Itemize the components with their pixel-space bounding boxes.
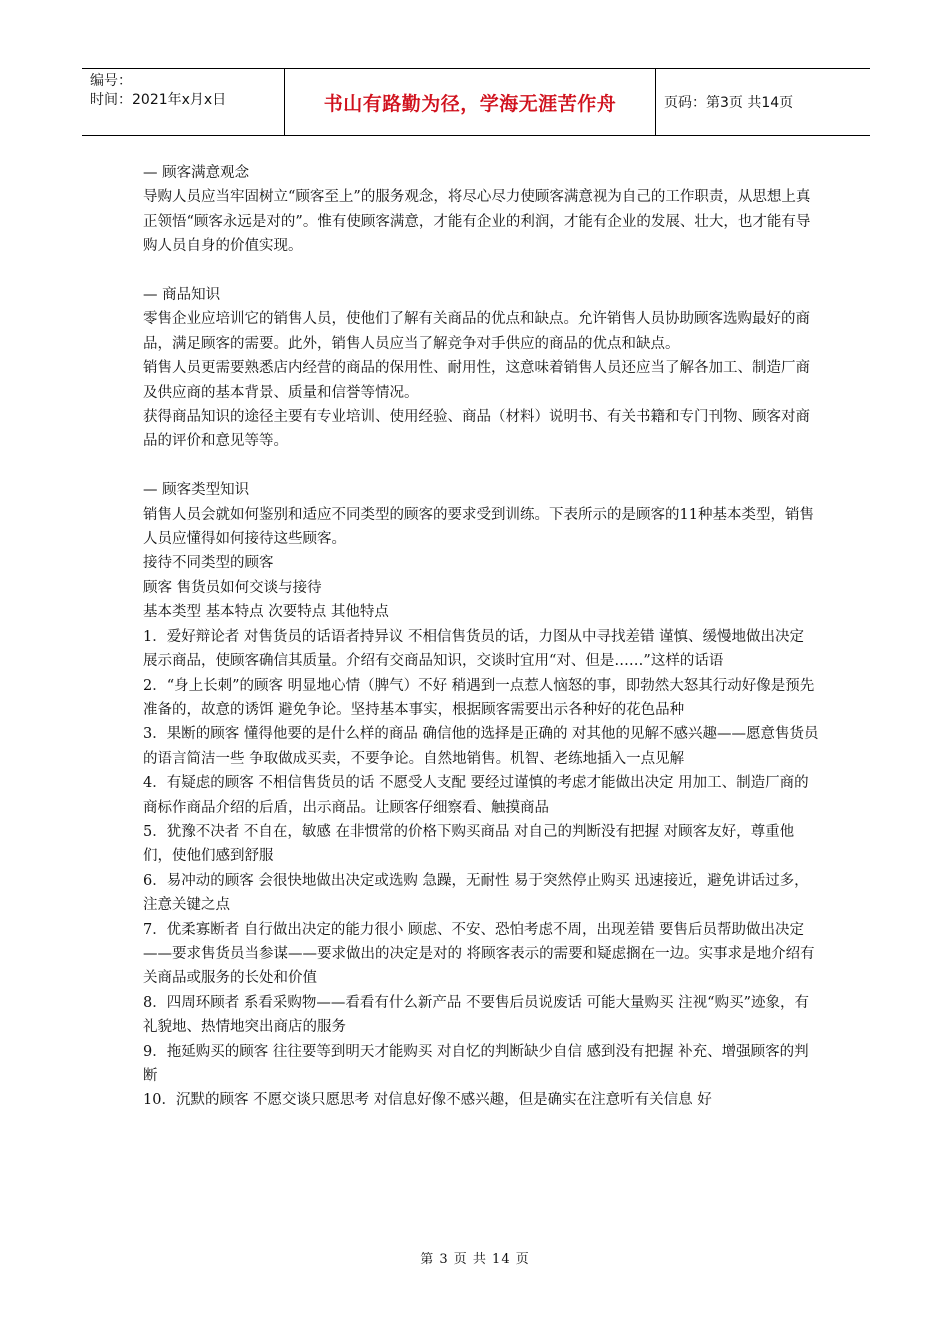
paragraph: 3．果断的顾客 懂得他要的是什么样的商品 确信他的选择是正确的 对其他的见解不感兴趣——愿意售货员的语言简洁一些 争取做成买卖，不要争论。自然地销售。机智、老练地插入一点见解 (143, 726, 819, 767)
paragraph: 7．优柔寡断者 自行做出决定的能力很小 顾虑、不安、恐怕考虑不周，出现差错 要售后员帮助做出决定——要求售货员当参谋——要求做出的决定是对的 将顾客表示的需要和疑虑搁在一边。实事求是地介绍有关商品或服务的长处和价值 (143, 921, 815, 987)
paragraph: 6．易冲动的顾客 会很快地做出决定或选购 急躁，无耐性 易于突然停止购买 迅速接近，避免讲话过多，注意关键之点 (143, 872, 809, 914)
document-body (143, 161, 823, 1113)
paragraph: — 商品知识 (143, 287, 221, 304)
paragraph: 基本类型 基本特点 次要特点 其他特点 (143, 604, 389, 621)
paragraph: 导购人员应当牢固树立“顾客至上”的服务观念，将尽心尽力使顾客满意视为自己的工作职责，从思想上真正领悟“顾客永远是对的”。惟有使顾客满意，才能有企业的利润，才能有企业的发展、壮大，也才能有导购人员自身的价值实现。 (143, 189, 811, 255)
paragraph: 销售人员会就如何鉴别和适应不同类型的顾客的要求受到训练。下表所示的是顾客的11种基本类型，销售人员应懂得如何接待这些顾客。 (143, 506, 814, 548)
paragraph-gap (143, 454, 823, 478)
header-table (82, 68, 870, 136)
paragraph: 2．“身上长刺”的顾客 明显地心情（脾气）不好 稍遇到一点惹人恼怒的事，即勃然大怒其行动好像是预先准备的，故意的诱饵 避免争论。坚持基本事实，根据顾客需要出示各种好的花色品种 (143, 677, 815, 718)
paragraph: 10．沉默的顾客 不愿交谈只愿思考 对信息好像不感兴趣，但是确实在注意听有关信息 好 (143, 1092, 712, 1109)
paragraph: 接待不同类型的顾客 (143, 555, 274, 572)
page-footer: 第 3 页 共 14 页 (420, 1252, 530, 1267)
header-left-cell (82, 69, 284, 135)
paragraph: 8．四周环顾者 系看采购物——看看有什么新产品 不要售后员说废话 可能大量购买 注视“购买”迹象，有礼貌地、热情地突出商店的服务 (143, 994, 809, 1036)
number-label: 编号： (90, 73, 132, 89)
paragraph: — 顾客类型知识 (143, 482, 250, 499)
date-label: 时间：2021年x月x日 (90, 92, 227, 108)
paragraph: 9．拖延购买的顾客 往往要等到明天才能购买 对自忆的判断缺少自信 感到没有把握 补充、增强顾客的判断 (143, 1043, 809, 1084)
header-motto: 书山有路勤为径，学海无涯苦作舟 (284, 69, 656, 135)
paragraph: 5．犹豫不决者 不自在，敏感 在非惯常的价格下购买商品 对自己的判断没有把握 对顾客友好，尊重他们，使他们感到舒服 (143, 823, 795, 865)
paragraph: 销售人员更需要熟悉店内经营的商品的保用性、耐用性，这意味着销售人员还应当了解各加工、制造厂商及供应商的基本背景、质量和信誉等情况。 (143, 360, 810, 401)
paragraph: 1．爱好辩论者 对售货员的话语者持异议 不相信售货员的话，力图从中寻找差错 谨慎、缓慢地做出决定 展示商品，使顾客确信其质量。介绍有交商品知识，交谈时宜用“对、但是……”这样的话语 (143, 628, 805, 670)
paragraph: 4．有疑虑的顾客 不相信售货员的话 不愿受人支配 要经过谨慎的考虑才能做出决定 用加工、制造厂商的商标作商品介绍的后盾，出示商品。让顾客仔细察看、触摸商品 (143, 775, 809, 816)
paragraph-gap (143, 259, 823, 283)
paragraph: — 顾客满意观念 (143, 165, 250, 181)
paragraph: 获得商品知识的途径主要有专业培训、使用经验、商品（材料）说明书、有关书籍和专门刊物、顾客对商品的评价和意见等等。 (143, 409, 810, 450)
header-page-info: 页码：第3页 共14页 (664, 95, 794, 111)
paragraph: 顾客 售货员如何交谈与接待 (143, 579, 322, 596)
paragraph: 零售企业应培训它的销售人员，使他们了解有关商品的优点和缺点。允许销售人员协助顾客选购最好的商品，满足顾客的需要。此外，销售人员应当了解竞争对手供应的商品的优点和缺点。 (143, 311, 810, 352)
